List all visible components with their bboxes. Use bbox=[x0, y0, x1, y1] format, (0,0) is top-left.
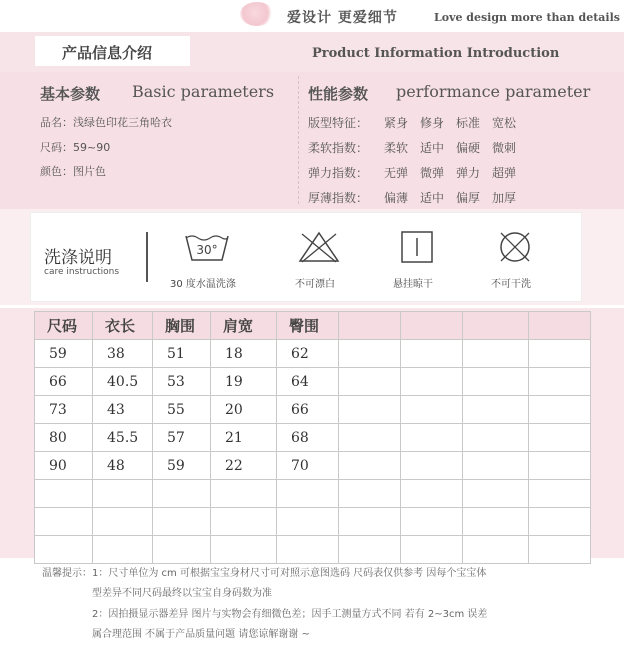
performance-option bbox=[456, 164, 480, 181]
size-table-empty-cell bbox=[401, 536, 463, 564]
table-row bbox=[35, 424, 591, 452]
performance-title-en: performance parameter bbox=[396, 82, 591, 101]
size-table-empty-cell bbox=[463, 536, 529, 564]
size-table-cell: 45.5 bbox=[93, 424, 153, 452]
size-table-empty-cell bbox=[339, 424, 401, 452]
performance-option bbox=[384, 114, 408, 131]
size-table-empty-cell bbox=[339, 508, 401, 536]
size-table-empty-cell bbox=[339, 452, 401, 480]
decorative-blob bbox=[240, 2, 274, 26]
size-table-cell: 19 bbox=[211, 368, 277, 396]
size-table-empty-cell bbox=[401, 508, 463, 536]
size-table-empty-cell bbox=[463, 480, 529, 508]
size-table-cell: 59 bbox=[153, 452, 211, 480]
size-table-empty-cell bbox=[529, 536, 591, 564]
care-label-no-dry-clean: 不可干洗 bbox=[491, 279, 531, 290]
performance-option-text: 偏硬 bbox=[456, 141, 481, 155]
size-table-cell: 64 bbox=[277, 368, 339, 396]
size-table-cell: 70 bbox=[277, 452, 339, 480]
performance-option-text: 弹力 bbox=[456, 166, 481, 180]
size-table-cell: 21 bbox=[211, 424, 277, 452]
performance-option bbox=[384, 164, 408, 181]
performance-title-cn: 性能参数 bbox=[308, 85, 369, 103]
table-row bbox=[35, 368, 591, 396]
size-table-empty-cell bbox=[153, 536, 211, 564]
wash-30-icon bbox=[184, 230, 230, 264]
size-table-cell: 57 bbox=[153, 424, 211, 452]
size-table-empty-cell bbox=[339, 396, 401, 424]
section-divider bbox=[298, 76, 299, 204]
performance-option-text: 无弹 bbox=[384, 166, 409, 180]
size-table-cell: 68 bbox=[277, 424, 339, 452]
performance-option bbox=[492, 139, 516, 156]
performance-row-label: 柔软指数： bbox=[308, 141, 369, 155]
size-table-empty-cell bbox=[93, 480, 153, 508]
care-label-wash: 30 度水温洗涤 bbox=[170, 279, 236, 290]
size-table-header-empty bbox=[339, 312, 401, 340]
note-line-4: 属合理范围 不属于产品质量问题 请您谅解谢谢 ~ bbox=[92, 629, 310, 640]
performance-option-text: 微刺 bbox=[492, 141, 517, 155]
performance-row-label: 厚薄指数： bbox=[308, 191, 369, 205]
performance-option-text: 修身 bbox=[420, 116, 445, 130]
size-table-empty-cell bbox=[211, 508, 277, 536]
size-table-empty-cell bbox=[339, 368, 401, 396]
performance-option-selected bbox=[420, 164, 444, 181]
size-table-empty-cell bbox=[529, 508, 591, 536]
size-table-empty-cell bbox=[339, 536, 401, 564]
size-table-empty-cell bbox=[153, 508, 211, 536]
size-table-empty-cell bbox=[463, 452, 529, 480]
size-table-empty-cell bbox=[401, 480, 463, 508]
size-table-empty-cell bbox=[463, 340, 529, 368]
size-table-empty-cell bbox=[277, 536, 339, 564]
size-table-empty-cell bbox=[339, 340, 401, 368]
size-table-cell: 55 bbox=[153, 396, 211, 424]
size-table-empty-cell bbox=[93, 508, 153, 536]
performance-option bbox=[420, 114, 444, 131]
performance-option-text: 偏薄 bbox=[384, 191, 409, 205]
size-table-cell: 40.5 bbox=[93, 368, 153, 396]
size-table-header-cell: 尺码 bbox=[35, 312, 93, 340]
size-table-empty-cell bbox=[463, 424, 529, 452]
size-table-empty-cell bbox=[529, 396, 591, 424]
performance-option bbox=[492, 114, 516, 131]
hang-dry-icon bbox=[394, 230, 440, 264]
size-table-empty-cell bbox=[401, 368, 463, 396]
size-table-cell: 66 bbox=[35, 368, 93, 396]
performance-option-text: 适中 bbox=[420, 141, 445, 155]
size-table-header-row bbox=[35, 312, 591, 340]
size-table-cell: 51 bbox=[153, 340, 211, 368]
performance-option bbox=[492, 164, 516, 181]
table-row bbox=[35, 536, 591, 564]
slogan-en: Love design more than details bbox=[434, 11, 620, 24]
table-row bbox=[35, 340, 591, 368]
table-row bbox=[35, 452, 591, 480]
performance-option bbox=[384, 189, 408, 206]
basic-size-range: 尺码：59~90 bbox=[40, 141, 111, 154]
performance-option-selected bbox=[384, 139, 408, 156]
care-title-cn: 洗涤说明 bbox=[44, 248, 112, 268]
note-line-2: 型差异不同尺码最终以宝宝自身码数为准 bbox=[92, 588, 272, 599]
performance-row-label: 弹力指数： bbox=[308, 166, 369, 180]
size-table-empty-cell bbox=[401, 396, 463, 424]
size-table-cell: 90 bbox=[35, 452, 93, 480]
wash-temp-label: 30° bbox=[196, 243, 218, 257]
size-table-empty-cell bbox=[277, 508, 339, 536]
size-table-cell: 18 bbox=[211, 340, 277, 368]
size-table-empty-cell bbox=[529, 424, 591, 452]
size-table-cell: 80 bbox=[35, 424, 93, 452]
size-table-header-empty bbox=[401, 312, 463, 340]
size-table-empty-cell bbox=[529, 452, 591, 480]
basic-title-cn: 基本参数 bbox=[40, 85, 101, 103]
size-table-cell: 73 bbox=[35, 396, 93, 424]
size-table-cell: 66 bbox=[277, 396, 339, 424]
table-row bbox=[35, 480, 591, 508]
performance-option bbox=[456, 139, 480, 156]
size-table-cell: 22 bbox=[211, 452, 277, 480]
size-table-empty-cell bbox=[463, 368, 529, 396]
care-label-no-bleach: 不可漂白 bbox=[295, 279, 335, 290]
care-label-hang-dry: 悬挂晾干 bbox=[393, 279, 433, 290]
size-table-empty-cell bbox=[153, 480, 211, 508]
performance-option-selected bbox=[420, 189, 444, 206]
no-dry-clean-icon bbox=[492, 230, 538, 264]
size-table-empty-cell bbox=[529, 480, 591, 508]
care-title-en: care instructions bbox=[44, 267, 120, 277]
size-table-empty-cell bbox=[35, 508, 93, 536]
note-line-1: 温馨提示：1：尺寸单位为 cm 可根据宝宝身材尺寸可对照示意图选码 尺码表仅供参考 因每个宝宝体 bbox=[42, 568, 487, 579]
size-table-header-cell: 肩宽 bbox=[211, 312, 277, 340]
size-table-cell: 62 bbox=[277, 340, 339, 368]
performance-option-text: 柔软 bbox=[384, 141, 409, 155]
size-table-cell: 48 bbox=[93, 452, 153, 480]
performance-option bbox=[420, 139, 444, 156]
size-table-header-empty bbox=[463, 312, 529, 340]
size-table-empty-cell bbox=[35, 536, 93, 564]
size-table-empty-cell bbox=[35, 480, 93, 508]
size-table-header-empty bbox=[529, 312, 591, 340]
note-line-3: 2：因拍摄显示器差异 图片与实物会有细微色差；因手工测量方式不同 若有 2~3cm 误差 bbox=[92, 609, 488, 620]
size-table-empty-cell bbox=[463, 396, 529, 424]
care-separator bbox=[146, 232, 148, 282]
size-table-empty-cell bbox=[277, 480, 339, 508]
basic-title-en: Basic parameters bbox=[132, 82, 275, 101]
performance-option-text: 适中 bbox=[420, 191, 445, 205]
size-table bbox=[34, 311, 591, 564]
performance-option-text: 标准 bbox=[456, 116, 481, 130]
size-table-cell: 43 bbox=[93, 396, 153, 424]
performance-row-label: 版型特征： bbox=[308, 116, 369, 130]
intro-title-en: Product Information Introduction bbox=[312, 46, 560, 61]
size-table-empty-cell bbox=[211, 480, 277, 508]
table-row bbox=[35, 396, 591, 424]
size-table-header-cell: 胸围 bbox=[153, 312, 211, 340]
size-table-empty-cell bbox=[211, 536, 277, 564]
performance-option bbox=[456, 189, 480, 206]
slogan-cn: 爱设计 更爱细节 bbox=[287, 10, 398, 26]
size-table-empty-cell bbox=[339, 480, 401, 508]
table-row bbox=[35, 508, 591, 536]
performance-option-text: 偏厚 bbox=[456, 191, 481, 205]
size-table-cell: 53 bbox=[153, 368, 211, 396]
size-table-empty-cell bbox=[401, 340, 463, 368]
performance-option-selected bbox=[456, 114, 480, 131]
intro-title-cn: 产品信息介绍 bbox=[62, 44, 153, 62]
performance-option-text: 宽松 bbox=[492, 116, 517, 130]
performance-option-text: 紧身 bbox=[384, 116, 409, 130]
size-table-cell: 20 bbox=[211, 396, 277, 424]
size-table-empty-cell bbox=[529, 368, 591, 396]
performance-option-text: 超弹 bbox=[492, 166, 517, 180]
no-bleach-icon bbox=[296, 230, 342, 264]
size-table-header-cell: 臀围 bbox=[277, 312, 339, 340]
size-table-empty-cell bbox=[529, 340, 591, 368]
size-table-empty-cell bbox=[93, 536, 153, 564]
size-table-empty-cell bbox=[401, 452, 463, 480]
performance-option-text: 加厚 bbox=[492, 191, 517, 205]
basic-color: 颜色：图片色 bbox=[40, 165, 106, 178]
basic-product-name: 品名：浅绿色印花三角哈衣 bbox=[40, 116, 172, 129]
size-table-cell: 38 bbox=[93, 340, 153, 368]
performance-option-text: 微弹 bbox=[420, 166, 445, 180]
size-table-cell: 59 bbox=[35, 340, 93, 368]
size-table-empty-cell bbox=[463, 508, 529, 536]
size-table-header-cell: 衣长 bbox=[93, 312, 153, 340]
performance-option bbox=[492, 189, 516, 206]
size-table-empty-cell bbox=[401, 424, 463, 452]
